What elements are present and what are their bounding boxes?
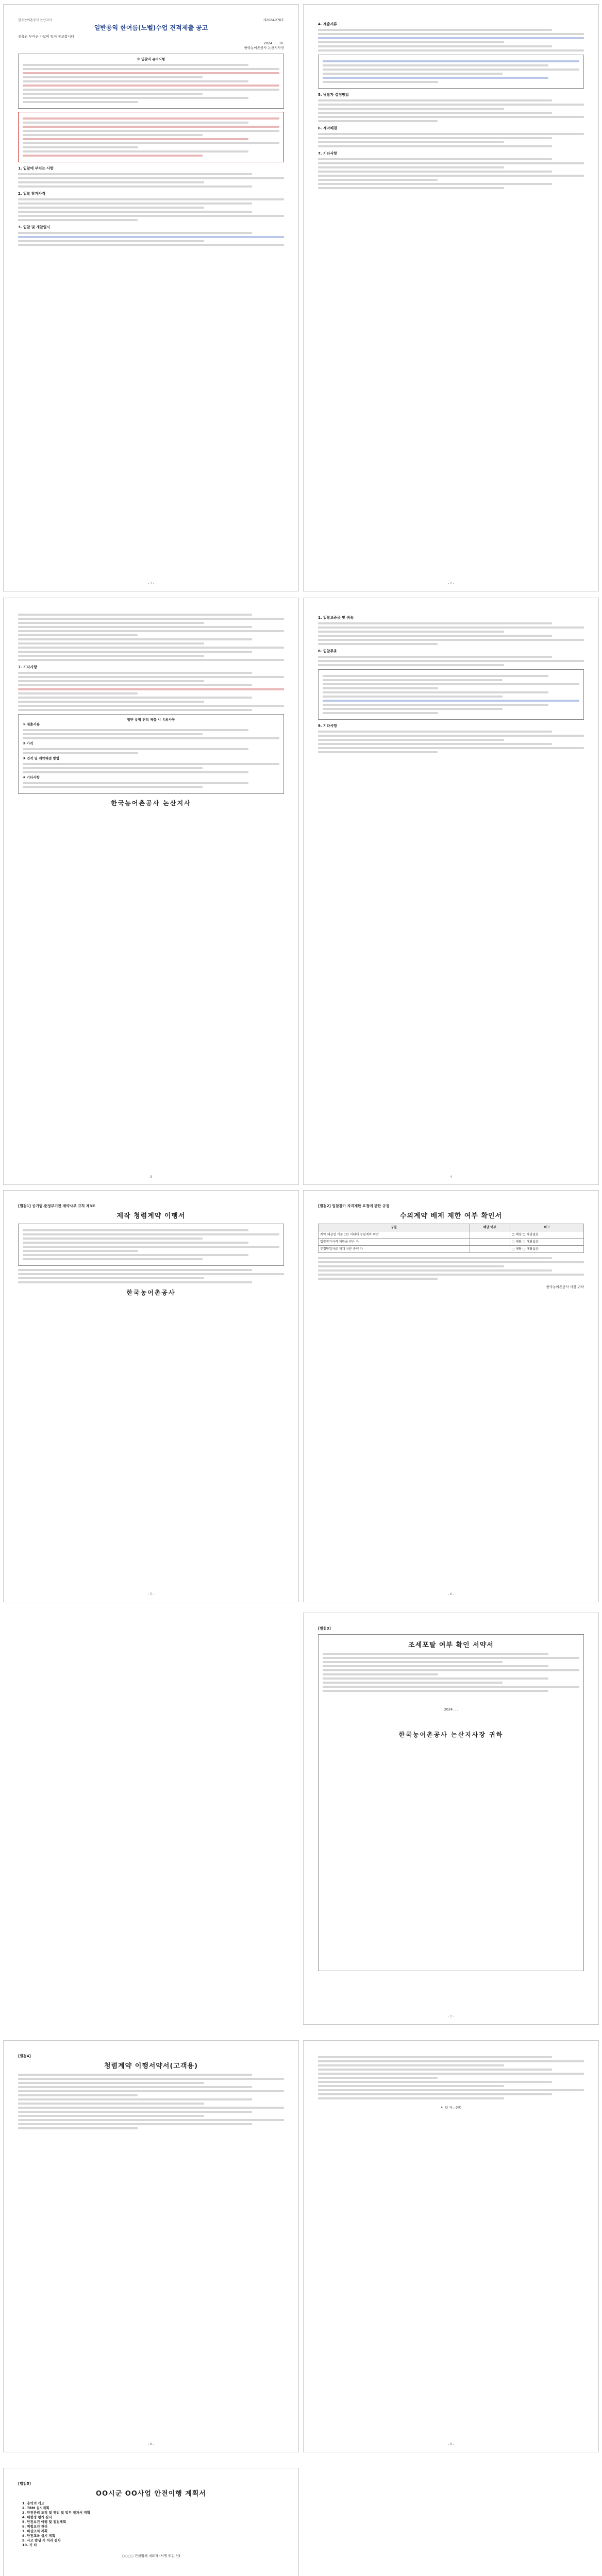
attachment-label: [별첨1] 공기업.준정부기관 계약사무 규칙 제3조 <box>18 1204 96 1208</box>
checkbox-cell[interactable]: □ 해당 □ 해당없음 <box>510 1246 583 1253</box>
plan-items <box>22 2501 284 2548</box>
signature-line: ○○○○ 건설업체 대표자 (서명 또는 인) <box>122 2554 180 2558</box>
document-page-7 <box>303 1613 599 2025</box>
form-box <box>18 1224 284 1266</box>
list-item: 1. 용역의 개요 <box>22 2501 44 2505</box>
attachment-label: [별첨3] <box>318 1626 331 1631</box>
caution-sub: ④ 기타사항 <box>23 775 40 779</box>
checkbox-cell[interactable]: □ 해당 □ 해당없음 <box>510 1231 583 1239</box>
section-heading: 6. 계약체결 <box>318 126 338 130</box>
caution-sub: ② 가격 <box>23 741 34 745</box>
document-page-3 <box>3 598 299 1185</box>
document-page-10 <box>3 2468 299 2576</box>
page-header <box>18 18 284 23</box>
section-heading: 9. 기타사항 <box>318 724 338 728</box>
document-page-9 <box>303 2040 599 2452</box>
form-title: OO시군 OO사업 안전이행 계획서 <box>96 2490 206 2498</box>
list-item: 9. 사고 발생 시 처리 절차 <box>22 2538 61 2543</box>
page-number: - 8 - <box>148 2443 154 2446</box>
notice-intro: 전출된 부여군 가보미 일이 공고합니다 <box>18 35 74 39</box>
section-heading: 5. 낙찰자 결정방법 <box>318 93 349 97</box>
notice-box-body <box>23 64 279 103</box>
section-heading: 4. 제출서류 <box>318 22 338 26</box>
page-number: - 9 - <box>448 2443 454 2446</box>
page-number: - 5 - <box>148 1592 154 1596</box>
signature-line: 서 약 자 : (인) <box>440 2106 462 2110</box>
confirmation-table <box>318 1224 584 1253</box>
section-heading: 7. 기타사항 <box>18 665 38 669</box>
table-header: 해당 여부 <box>470 1224 510 1231</box>
void-list-box <box>318 669 584 720</box>
page-number: - 4 - <box>448 1175 454 1179</box>
table-row: 계약 체결일 기준 1년 이내에 청렴계약 위반 □ 해당 □ 해당없음 <box>319 1231 584 1239</box>
section-heading: 8. 입찰무효 <box>318 649 338 653</box>
page-number: - 1 - <box>148 582 154 585</box>
pledge-frame <box>318 1634 584 1971</box>
header-doc-no: 제2024-278호 <box>263 19 284 22</box>
list-item: 7. 비상조치 계획 <box>22 2529 48 2533</box>
form-title: 제작 청렴계약 이행서 <box>116 1212 186 1220</box>
list-item: 10. 기 타 <box>22 2543 37 2547</box>
list-item: 3. 안전관리 조직 및 책임 및 업무 절차서 계획 <box>22 2511 90 2515</box>
section-heading: 1. 입찰에 부치는 사항 <box>18 166 54 171</box>
table-row: 입찰참가자격 제한을 받은 자 □ 해당 □ 해당없음 <box>319 1239 584 1246</box>
page-number: - 3 - <box>148 1175 154 1179</box>
table-row: 부정당업자로 제재 처분 중인 자 □ 해당 □ 해당없음 <box>319 1246 584 1253</box>
section-heading: 2. 입찰 참가자격 <box>18 192 45 196</box>
checkbox-cell[interactable]: □ 해당 □ 해당없음 <box>510 1239 583 1246</box>
issuer-org: 한국농어촌공사 <box>126 1289 176 1296</box>
document-page-4 <box>303 598 599 1185</box>
caution-sub: ① 제출서류 <box>23 722 40 726</box>
table-header: 구분 <box>319 1224 470 1231</box>
page-number: - 7 - <box>448 2015 454 2019</box>
section-heading: 3. 입찰 및 개찰일시 <box>18 225 51 229</box>
list-item: 6. 위험요인 관리 <box>22 2524 48 2529</box>
page-number: - 2 - <box>448 582 454 585</box>
document-page-1 <box>3 4 299 591</box>
caution-sub: ③ 견적 및 계약체결 방법 <box>23 756 60 760</box>
form-title: 조세포탈 여부 확인 서약서 <box>408 1641 494 1649</box>
section-heading: 1. 입찰보증금 및 귀속 <box>318 616 354 620</box>
notice-red-box <box>18 112 284 162</box>
notice-box <box>18 54 284 109</box>
issuer-org: 한국농어촌공사 사장 귀하 <box>546 1285 584 1289</box>
header-org: 한국농어촌공사 논산지사 <box>18 19 52 22</box>
table-header: 비고 <box>510 1224 583 1231</box>
issuer-org: 한국농어촌공사 논산지사 <box>111 800 191 807</box>
attachment-label: [별첨4] <box>18 2054 31 2058</box>
page-number: - 6 - <box>448 1592 454 1596</box>
document-page-2 <box>303 4 599 591</box>
pledge-date: 2024. . . <box>444 1707 458 1711</box>
notice-box-heading: ※ 입찰자 유의사항 <box>137 57 165 61</box>
info-box <box>318 55 584 89</box>
attachment-label: [별첨5] <box>18 2482 31 2486</box>
form-title: 수의계약 배제 제한 여부 확인서 <box>399 1212 503 1220</box>
document-page-6 <box>303 1190 599 1602</box>
caution-box <box>18 714 284 794</box>
issuer-org: 한국농어촌공사 논산지사장 귀하 <box>398 1731 504 1738</box>
document-page-5 <box>3 1190 299 1602</box>
list-item: 8. 안전교육 실시 계획 <box>22 2534 56 2538</box>
attachment-label: [별첨2] 입찰참가 자격제한 요청에 관한 규정 <box>318 1204 390 1208</box>
caution-box-heading: 일반 용역 견적 제출 시 유의사항 <box>127 718 175 722</box>
list-item: 4. 위험성 평가 실시 <box>22 2515 52 2519</box>
notice-org: 한국농어촌공사 논산지사장 <box>244 46 284 50</box>
form-title: 청렴계약 이행서약서(고객용) <box>104 2062 198 2070</box>
document-page-8 <box>3 2040 299 2452</box>
list-item: 2. TBM 실시계획 <box>22 2506 49 2510</box>
section-heading: 7. 기타사항 <box>318 151 338 156</box>
notice-title: 일반용역 한여름(노벨)수업 견적제출 공고 <box>94 24 208 31</box>
notice-date: 2024. 5. 30. <box>263 41 284 45</box>
list-item: 5. 안전보건 이행 및 점검계획 <box>22 2520 66 2524</box>
